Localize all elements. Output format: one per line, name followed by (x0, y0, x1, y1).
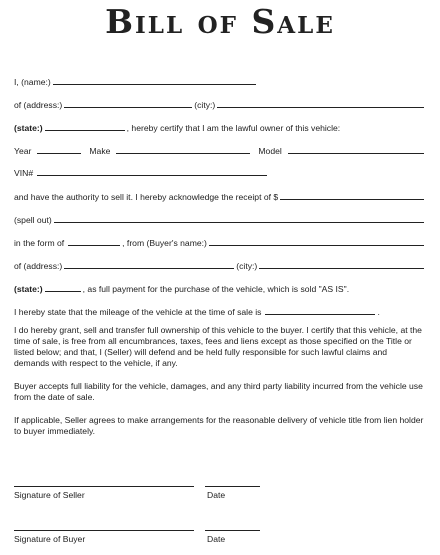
year-label: Year (14, 146, 32, 156)
year-field[interactable] (37, 153, 81, 154)
buyer-address-field[interactable] (64, 268, 234, 269)
delivery-paragraph: If applicable, Seller agrees to make arrangements for the reasonable delivery of vehicle title from lien holder to buyer immediately. (14, 415, 424, 436)
buyer-signature-field[interactable] (14, 530, 194, 531)
liability-paragraph: Buyer accepts full liability for the vehicle, damages, and any third party liability incurred from the vehicle use from the date of sale. (14, 381, 423, 402)
transfer-paragraph: I do hereby grant, sell and transfer full ownership of this vehicle to the buyer. I certify that this vehicle, at the time of sale, is free from all encumbrances, taxes, fees and liens except as those specified on the Title or listed below; and that, I (Seller) will defend and be held fully responsible for such lawful claims and demands with respect to the vehicle, if any. (14, 325, 422, 368)
buyer-address-label: of (address:) (14, 261, 63, 271)
buyer-date-label: Date (207, 534, 226, 544)
vin-label: VIN# (14, 168, 34, 178)
city-field[interactable] (217, 107, 424, 108)
form-of-field[interactable] (68, 245, 120, 246)
buyer-state-row (14, 280, 426, 294)
state-label: (state:) (14, 123, 43, 133)
city-label: (city:) (194, 100, 216, 110)
buyer-name-field[interactable] (209, 245, 424, 246)
spell-out-field[interactable] (54, 222, 424, 223)
make-field[interactable] (116, 153, 250, 154)
full-payment-text: , as full payment for the purchase of the vehicle, which is sold "AS IS". (82, 284, 350, 294)
name-label: I, (name:) (14, 77, 51, 87)
certify-text: , hereby certify that I am the lawful owner of this vehicle: (126, 123, 341, 133)
amount-field[interactable] (280, 199, 424, 200)
authority-text: and have the authority to sell it. I hereby acknowledge the receipt of $ (14, 192, 279, 202)
seller-signature-field[interactable] (14, 486, 194, 487)
buyer-state-field[interactable] (45, 291, 81, 292)
mileage-end: . (377, 307, 380, 317)
buyer-city-label: (city:) (236, 261, 258, 271)
vehicle-row (14, 142, 426, 156)
buyer-name-label: , from (Buyer's name:) (122, 238, 207, 248)
mileage-text: I hereby state that the mileage of the vehicle at the time of sale is (14, 307, 262, 317)
spell-out-label: (spell out) (14, 215, 52, 225)
spell-out-row (14, 211, 426, 225)
buyer-city-field[interactable] (259, 268, 424, 269)
vin-row (14, 164, 426, 178)
seller-date-field[interactable] (205, 486, 260, 487)
buyer-signature-label: Signature of Buyer (14, 534, 86, 544)
document-title: Bill of Sale (105, 2, 335, 41)
seller-signature-label: Signature of Seller (14, 490, 85, 500)
seller-date-label: Date (207, 490, 226, 500)
address-row (14, 96, 426, 110)
address-field[interactable] (64, 107, 192, 108)
buyer-state-label: (state:) (14, 284, 43, 294)
name-field[interactable] (53, 84, 256, 85)
model-field[interactable] (288, 153, 424, 154)
buyer-date-field[interactable] (205, 530, 260, 531)
mileage-field[interactable] (265, 314, 375, 315)
mileage-row (14, 303, 426, 317)
state-row (14, 119, 426, 133)
name-row (14, 73, 426, 87)
address-label: of (address:) (14, 100, 63, 110)
state-field[interactable] (45, 130, 125, 131)
payment-form-row (14, 234, 426, 248)
form-of-label: in the form of (14, 238, 65, 248)
buyer-address-row (14, 257, 426, 271)
vin-field[interactable] (37, 175, 267, 176)
model-label: Model (258, 146, 282, 156)
make-label: Make (89, 146, 111, 156)
authority-row (14, 188, 426, 202)
